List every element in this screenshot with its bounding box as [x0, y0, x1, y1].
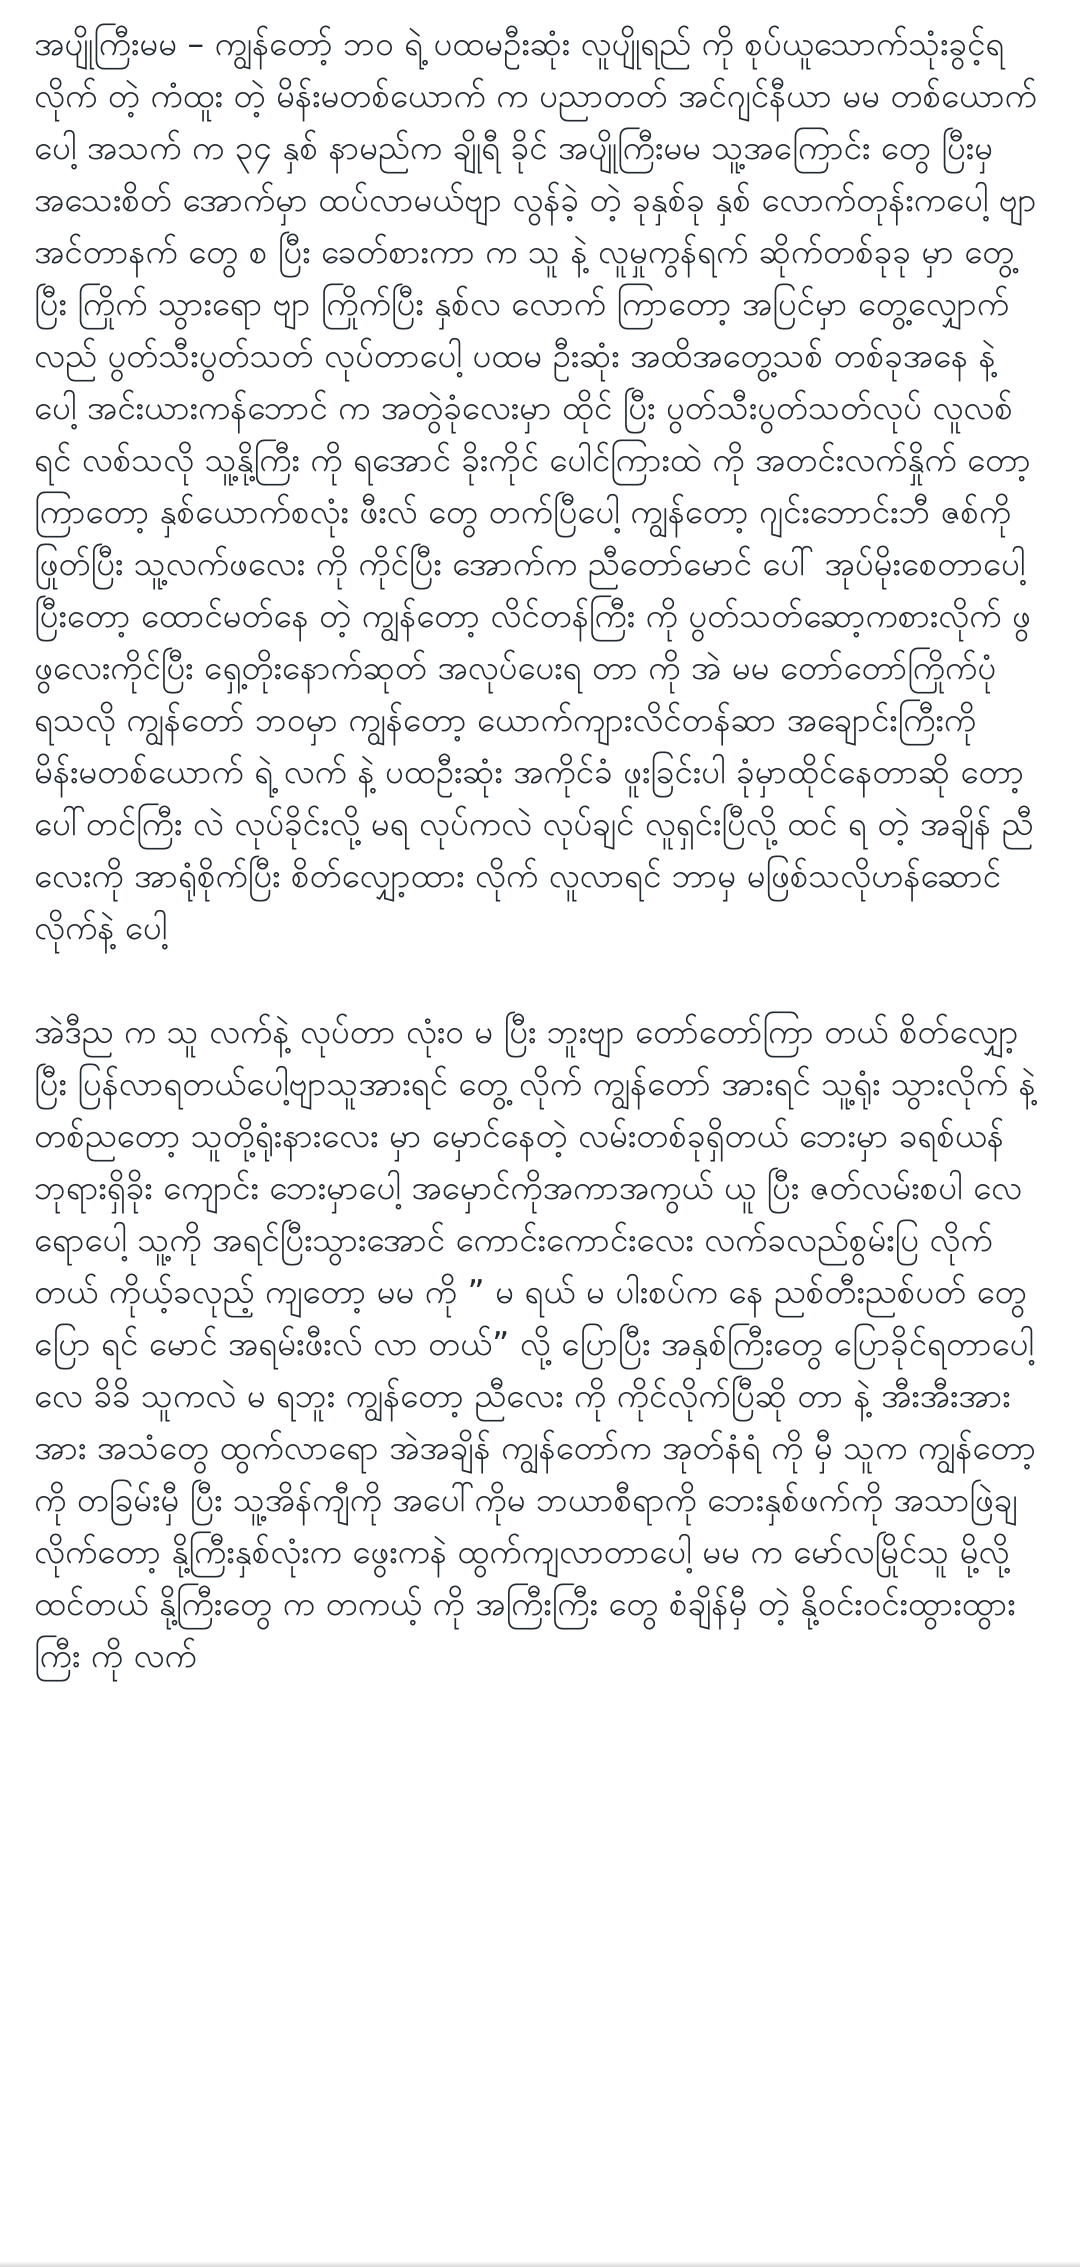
bottom-edge-divider	[0, 2261, 1080, 2267]
article-paragraph-2: အဲဒီည က သူ လက်နဲ့ လုပ်တာ လုံး၀ မ ပြီး ဘူးဗျာ တော်တော်ကြာ တယ် စိတ်လျှော့ပြီး ပြန်လာရတယ်ပေါ့ဗျာသူအားရင် တွေ့ လိုက် ကျွန်တော် အားရင် သူ့ရုံး သွားလိုက် နဲ့ တစ်ညတော့ သူတို့ရုံးနားလေး မှာ မှောင်နေတဲ့ လမ်းတစ်ခုရှိတယ် ဘေးမှာ ခရစ်ယန် ဘုရားရှိခိုး ကျောင်း ဘေးမှာပေါ့ အမှောင်ကိုအကာအကွယ် ယူ ပြီး ဇတ်လမ်းစပါ လေ ရောပေါ့ သူ့ကို အရင်ပြီးသွားအောင် ကောင်းကောင်းလေး လက်ခလည်စွမ်းပြ လိုက်တယ် ကိုယ့်ခလုည့် ကျတော့ မမ ကို ” မ ရယ် မ ပါးစပ်က နေ ညစ်တီးညစ်ပတ် တွေ ပြော ရင် မောင် အရမ်းဖီးလ် လာ တယ်” လို့ ပြောပြီး အနှစ်ကြီးတွေ ပြောခိုင်ရတာပေါ့လေ ခိခိ သူကလဲ မ ရဘူး ကျွန်တော့ ညီလေး ကို ကိုင်လိုက်ပြီဆို တာ နဲ့ အီးအီးအားအား အသံတွေ ထွက်လာရော အဲအချိန် ကျွန်တော်က အုတ်နံရံ ကို မှီ သူက ကျွန်တော့ကို တခြမ်းမှီ ပြီး သူ့အိန်ကျီကို အပေါ်ကိုမ ဘယာစီရာကို ဘေးနှစ်ဖက်ကို အသာဖြဲချလိုက်တော့ နို့ကြီးနှစ်လုံးက ဖွေးကနဲ ထွက်ကျလာတာပေါ့ မမ က မော်လမြိုင်သူ မို့လို့ ထင်တယ် နို့ကြီးတွေ က တကယ့် ကို အကြီးကြီး တွေ စံချိန်မှီ တဲ့ နို့ဝင်းဝင်းထွားထွားကြီး ကို လက်	[34, 1012, 1036, 1675]
article-paragraph-1: အပျိုကြီးမမ – ကျွန်တော့် ဘ၀ ရဲ့ ပထမဦးဆုံး လူပျိုရည် ကို စုပ်ယူသောက်သုံးခွင့်ရလိုက် တဲ့ ကံထူး တဲ့ မိန်းမတစ်ယောက် က ပညာတတ် အင်ဂျင်နီယာ မမ တစ်ယောက်ပေါ့ အသက် က ၃၄ နှစ် နာမည်က ချိုရီ ခိုင် အပျိုကြီးမမ သူ့အကြောင်း တွေ ပြီးမှ အသေးစိတ် အောက်မှာ ထပ်လာမယ်ဗျာ လွန်ခဲ့ တဲ့ ခုနှစ်ခု နှစ် လောက်တုန်းကပေါ့ ဗျာ အင်တာနက် တွေ စ ပြီး ခေတ်စားကာ က သူ နဲ့ လူမှုကွန်ရက် ဆိုက်တစ်ခုခု မှာ တွေ့ ပြီး ကြိုက် သွားရော ဗျာ ကြိုက်ပြီး နှစ်လ လောက် ကြာတော့ အပြင်မှာ တွေ့လျှောက်လည် ပွတ်သီးပွတ်သတ် လုပ်တာပေါ့ ပထမ ဦးဆုံး အထိအတွေ့သစ် တစ်ခုအနေ နဲ့ ပေါ့ အင်းယားကန်ဘောင် က အတွဲခုံလေးမှာ ထိုင် ပြီး ပွတ်သီးပွတ်သတ်လုပ် လူလစ်ရင် လစ်သလို သူ့နို့ကြီး ကို ရအောင် ခိုးကိုင် ပေါင်ကြားထဲ ကို အတင်းလက်နှိုက် တော့ ကြာတော့ နှစ်ယောက်စလုံး ဖီးလ် တွေ တက်ပြီပေါ့ ကျွန်တော့ ဂျင်းဘောင်းဘီ ဇစ်ကိုဖြုတ်ပြီး သူ့လက်ဖလေး ကို ကိုင်ပြီး အောက်က ညီတော်မောင် ပေါ် အုပ်မိုးစေတာပေါ့ ပြီးတော့ ထောင်မတ်နေ တဲ့ ကျွန်တော့ လိင်တန်ကြီး ကို ပွတ်သတ်ဆော့ကစားလိုက် ဖွဖွလေးကိုင်ပြီး ရှေ့တိုးနောက်ဆုတ် အလုပ်ပေးရ တာ ကို အဲ မမ တော်တော်ကြိုက်ပုံ ရသလို ကျွန်တော် ဘ၀မှာ ကျွန်တော့ ယောက်ကျားလိင်တန်ဆာ အချောင်းကြီးကို မိန်းမတစ်ယောက် ရဲ့ လက် နဲ့ ပထဦးဆုံး အကိုင်ခံ ဖူးခြင်းပါ ခုံမှာထိုင်နေတာဆို တော့ ပေါ်တင်ကြီး လဲ လုပ်ခိုင်းလို့ မရ လုပ်ကလဲ လုပ်ချင် လူရှင်းပြီလို့ ထင် ရ တဲ့ အချိန် ညီလေးကို အာရုံစိုက်ပြီး စိတ်လျှော့ထား လိုက် လူလာရင် ဘာမှ မဖြစ်သလိုဟန်ဆောင်လိုက်နဲ့ ပေါ့	[34, 24, 1037, 947]
article-body	[34, 18, 1044, 1682]
